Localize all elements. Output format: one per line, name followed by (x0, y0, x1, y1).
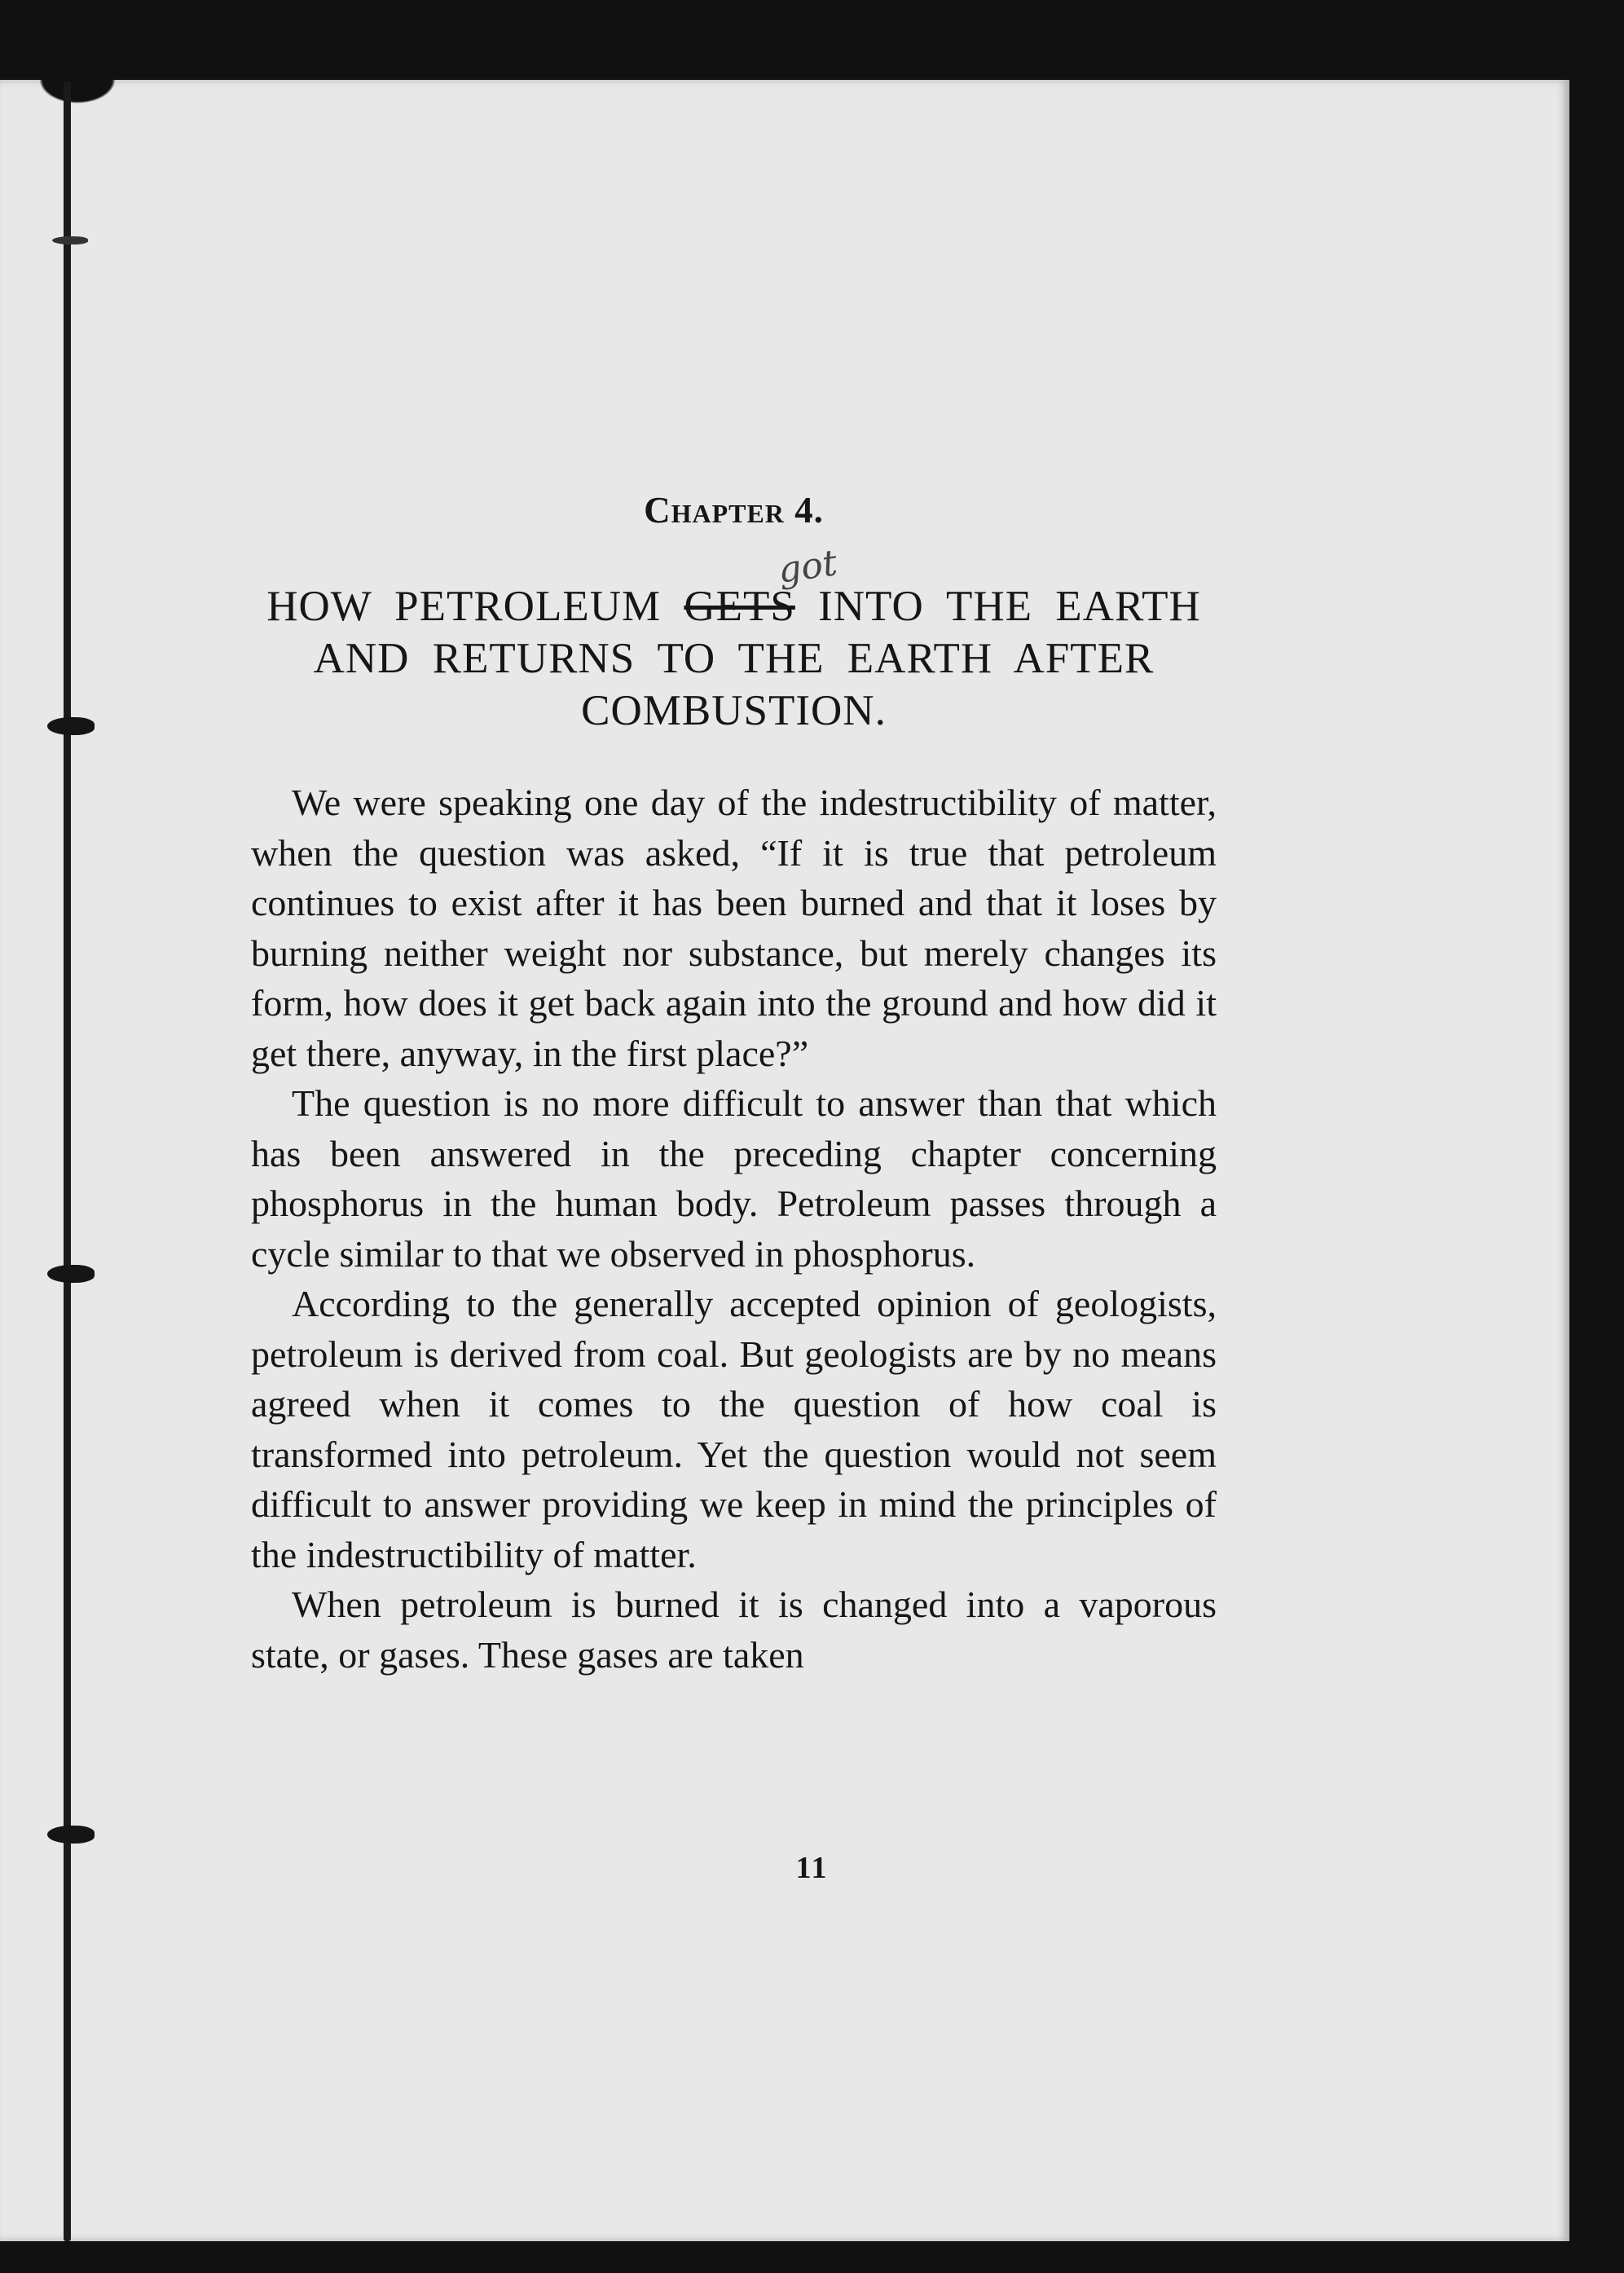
binding-stitch (52, 236, 88, 244)
page-content (251, 489, 1217, 1680)
paragraph: When petroleum is burned it is changed into a vaporous state, or gases. These gases are taken (251, 1584, 1217, 1676)
chapter-label: Chapter 4. (644, 490, 824, 531)
paragraph: We were speaking one day of the indestructibility of matter, when the question was asked, “If it is true that petroleum continues to exist after it has been burned and that it loses by burning neither weight nor substance, but merely changes its form, how does it get back again into the ground and how did it get there, anyway, in the first place?” (251, 782, 1217, 1074)
binding-notch (33, 80, 122, 108)
handwritten-correction: got (775, 542, 840, 592)
paragraph: The question is no more difficult to answer than that which has been answered in the preceding chapter concerning phosphorus in the human body. Petroleum passes through a cycle similar to that we observed in phosphorus. (251, 1082, 1217, 1275)
binding-stitch (47, 717, 95, 735)
binding-spine (64, 81, 71, 2241)
paragraph: According to the generally accepted opinion of geologists, petroleum is derived from coal. But geologists are by no means agreed when it comes to the question of how coal is transformed into petroleum. Yet the question would not seem difficult to answer providing we keep in mind the principles of the indestructibility of matter. (251, 1283, 1217, 1575)
chapter-title (251, 580, 1217, 737)
page-number: 11 (795, 1851, 829, 1885)
title-part-before: HOW PETROLEUM (266, 583, 684, 630)
title-struck-word: GETS (684, 583, 795, 630)
binding-stitch (47, 1265, 95, 1283)
binding-stitch (47, 1826, 95, 1844)
title-part-after: INTO THE EARTH AND RETURNS TO THE EARTH AFTER COMBUSTION. (313, 583, 1201, 734)
